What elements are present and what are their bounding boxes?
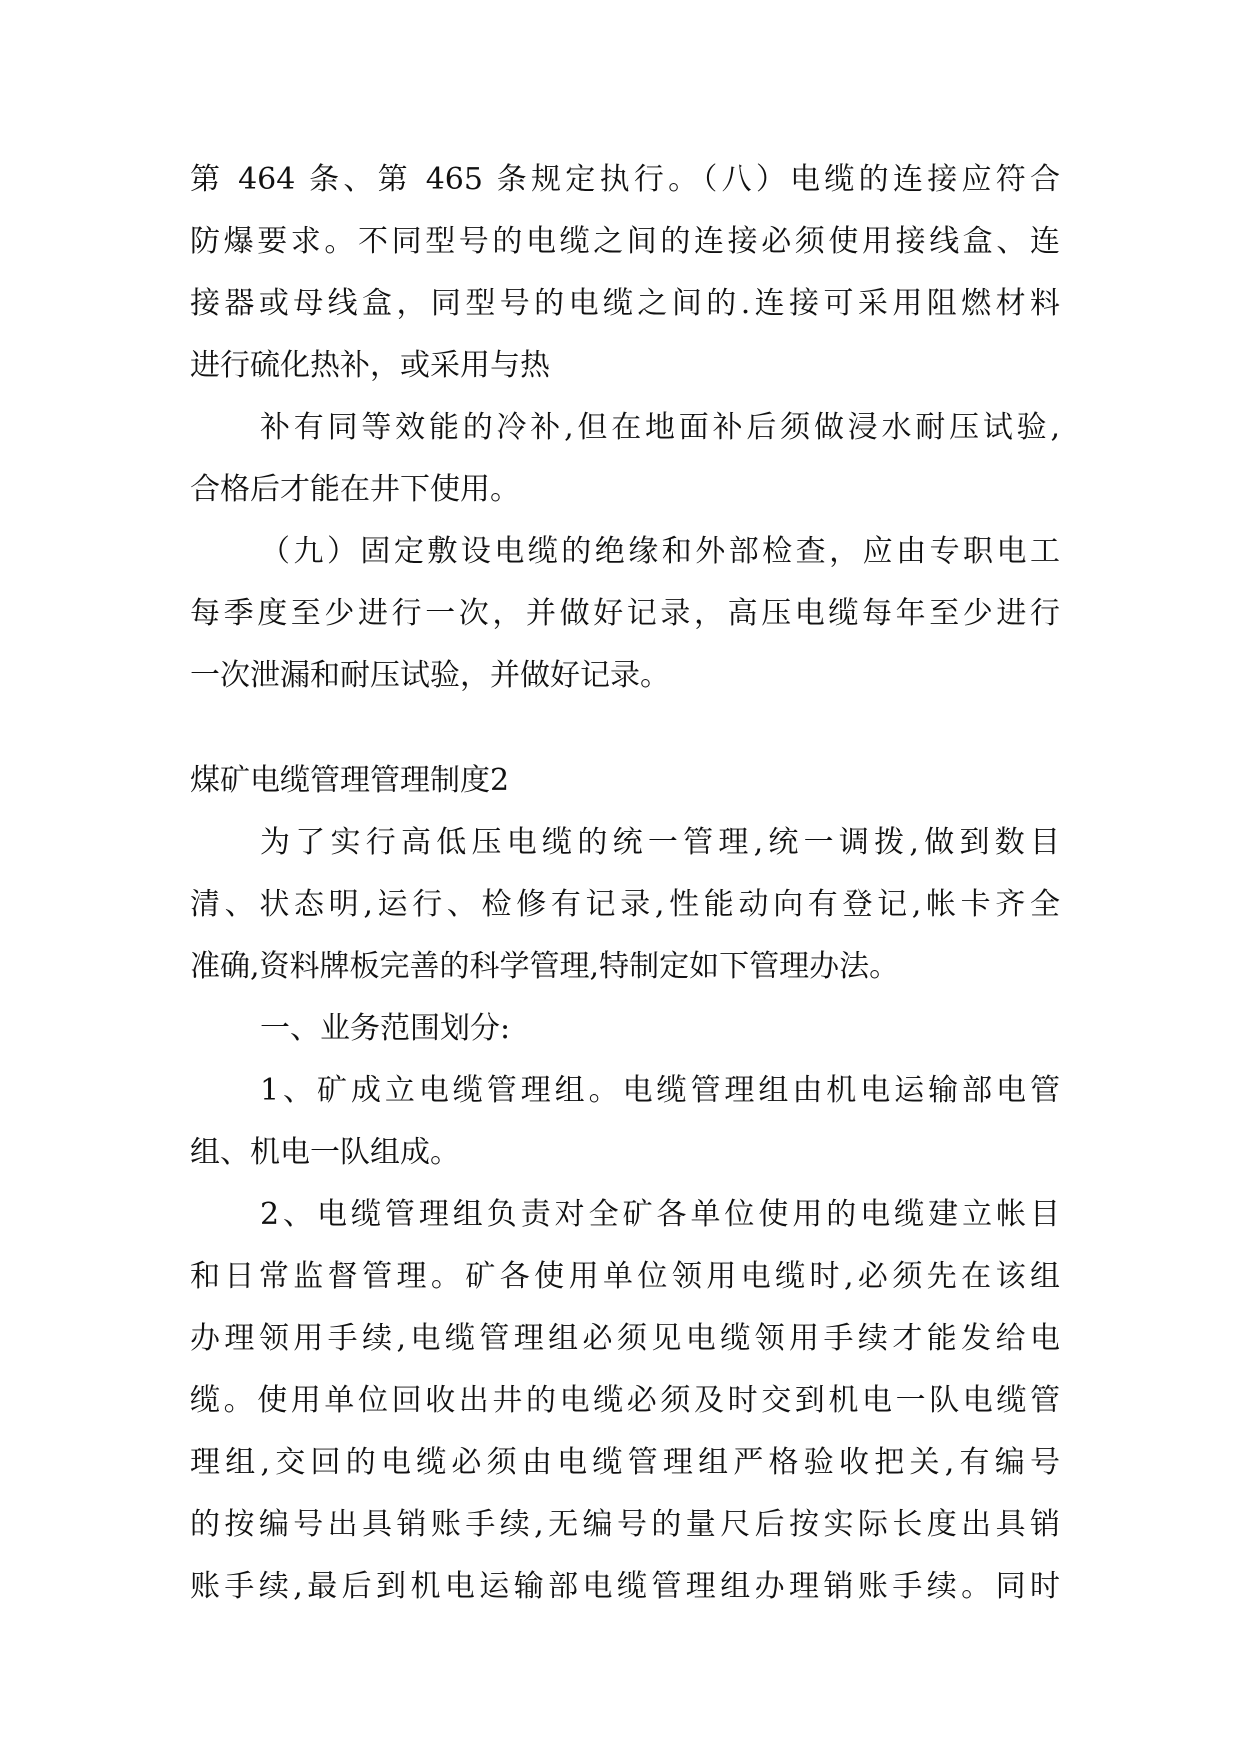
text-line: 理组,交回的电缆必须由电缆管理组严格验收把关,有编号 (190, 1445, 1060, 1480)
text-line: 接器或母线盒，同型号的电缆之间的.连接可采用阻燃材料 (190, 286, 1060, 321)
text-line: （九）固定敷设电缆的绝缘和外部检查，应由专职电工 (260, 534, 1060, 569)
text-line: 的按编号出具销账手续,无编号的量尺后按实际长度出具销 (190, 1507, 1060, 1542)
item-heading: 一、业务范围划分: (260, 1011, 511, 1046)
text-line: 办理领用手续,电缆管理组必须见电缆领用手续才能发给电 (190, 1321, 1060, 1356)
text-line: 每季度至少进行一次，并做好记录，高压电缆每年至少进行 (190, 596, 1060, 631)
text-line: 清、状态明,运行、检修有记录,性能动向有登记,帐卡齐全 (190, 887, 1060, 922)
text-line: 第 464 条、第 465 条规定执行。（八）电缆的连接应符合 (190, 162, 1060, 197)
text-line: 补有同等效能的冷补,但在地面补后须做浸水耐压试验, (260, 410, 1060, 445)
text-line: 为了实行高低压电缆的统一管理,统一调拨,做到数目 (260, 825, 1060, 860)
text-line: 一次泄漏和耐压试验，并做好记录。 (190, 658, 670, 693)
text-line: 1、矿成立电缆管理组。电缆管理组由机电运输部电管 (260, 1073, 1060, 1108)
text-line: 组、机电一队组成。 (190, 1135, 460, 1170)
text-line: 2、电缆管理组负责对全矿各单位使用的电缆建立帐目 (260, 1197, 1060, 1232)
text-line: 合格后才能在井下使用。 (190, 472, 520, 507)
text-line: 和日常监督管理。矿各使用单位领用电缆时,必须先在该组 (190, 1259, 1060, 1294)
text-line: 进行硫化热补，或采用与热 (190, 348, 550, 383)
text-line: 准确,资料牌板完善的科学管理,特制定如下管理办法。 (190, 949, 900, 984)
text-line: 账手续,最后到机电运输部电缆管理组办理销账手续。同时 (190, 1569, 1060, 1604)
section-title: 煤矿电缆管理管理制度2 (190, 763, 510, 798)
text-line: 缆。使用单位回收出井的电缆必须及时交到机电一队电缆管 (190, 1383, 1060, 1418)
text-line: 防爆要求。不同型号的电缆之间的连接必须使用接线盒、连 (190, 224, 1060, 259)
